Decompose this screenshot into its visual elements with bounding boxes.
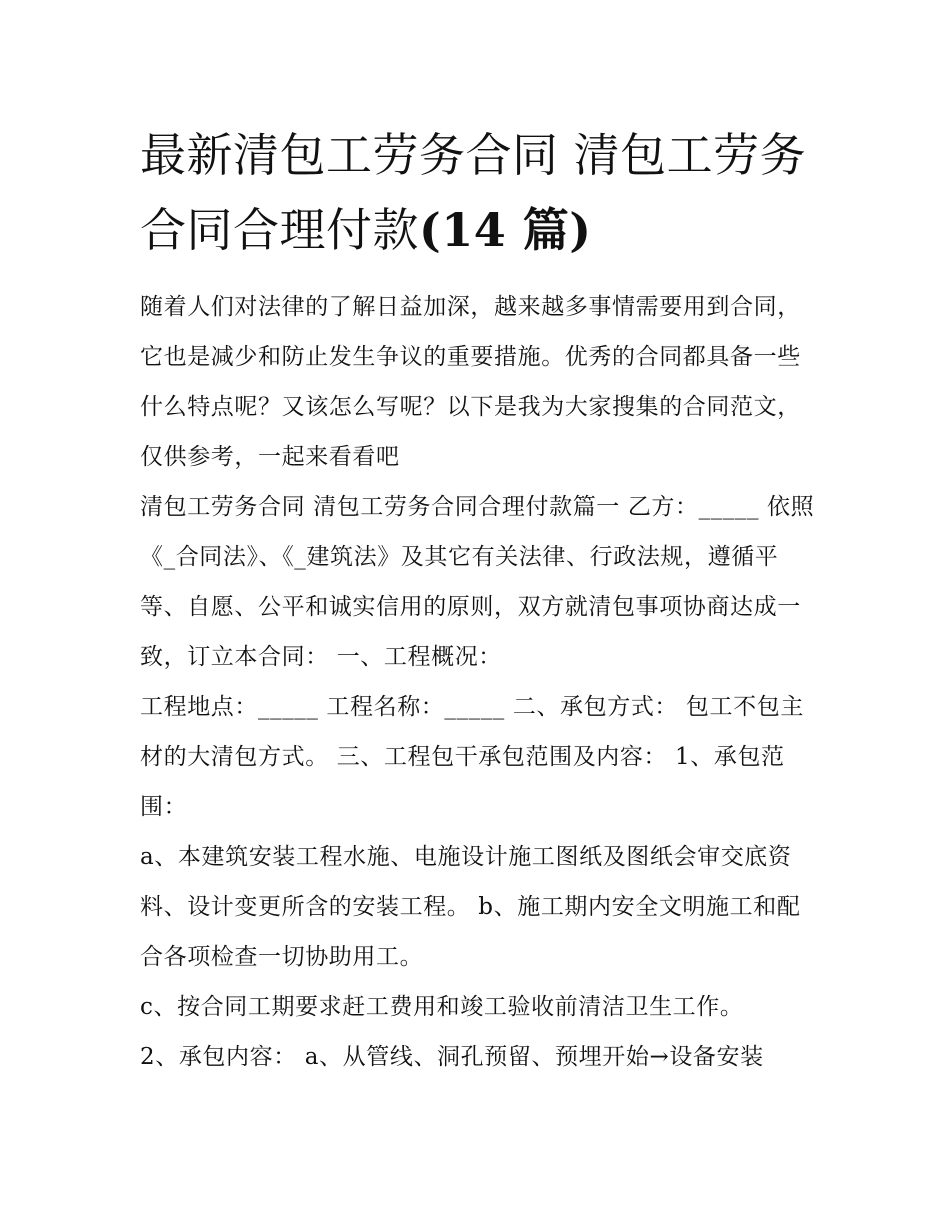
scope-item-c-paragraph: c、按合同工期要求赶工费用和竣工验收前清洁卫生工作。 bbox=[140, 994, 744, 1020]
project-info-paragraph: 工程地点：_____ 工程名称：_____ 二、承包方式： 包工不包主材的大清包方式。 三、工程包干承包范围及内容： 1、承包范围： bbox=[140, 694, 804, 820]
contract-content-paragraph: 2、承包内容： a、从管线、洞孔预留、预埋开始→设备安装 bbox=[140, 1044, 764, 1070]
title-main-text: 最新清包工劳务合同 清包工劳务合同合理付款 bbox=[140, 128, 807, 257]
document-title bbox=[140, 118, 820, 268]
intro-paragraph: 随着人们对法律的了解日益加深，越来越多事情需要用到合同，它也是减少和防止发生争议的重要措施。优秀的合同都具备一些什么特点呢？又该怎么写呢？以下是我为大家搜集的合同范文，仅供参考，一起来看看吧 bbox=[140, 294, 801, 470]
scope-item-a-paragraph: a、本建筑安装工程水施、电施设计施工图纸及图纸会审交底资料、设计变更所含的安装工程。 b、施工期内安全文明施工和配合各项检查一切协助用工。 bbox=[140, 844, 801, 970]
document-body bbox=[140, 282, 820, 1082]
document-content bbox=[140, 118, 820, 1082]
title-count-text: (14 篇) bbox=[419, 203, 592, 257]
contract-preamble-paragraph: 清包工劳务合同 清包工劳务合同合理付款篇一 乙方：_____ 依照《_合同法》、《_建筑法》及其它有关法律、行政法规，遵循平等、自愿、公平和诚实信用的原则，双方就清包事项协商达成一致，订立本合同： 一、工程概况： bbox=[140, 494, 815, 670]
